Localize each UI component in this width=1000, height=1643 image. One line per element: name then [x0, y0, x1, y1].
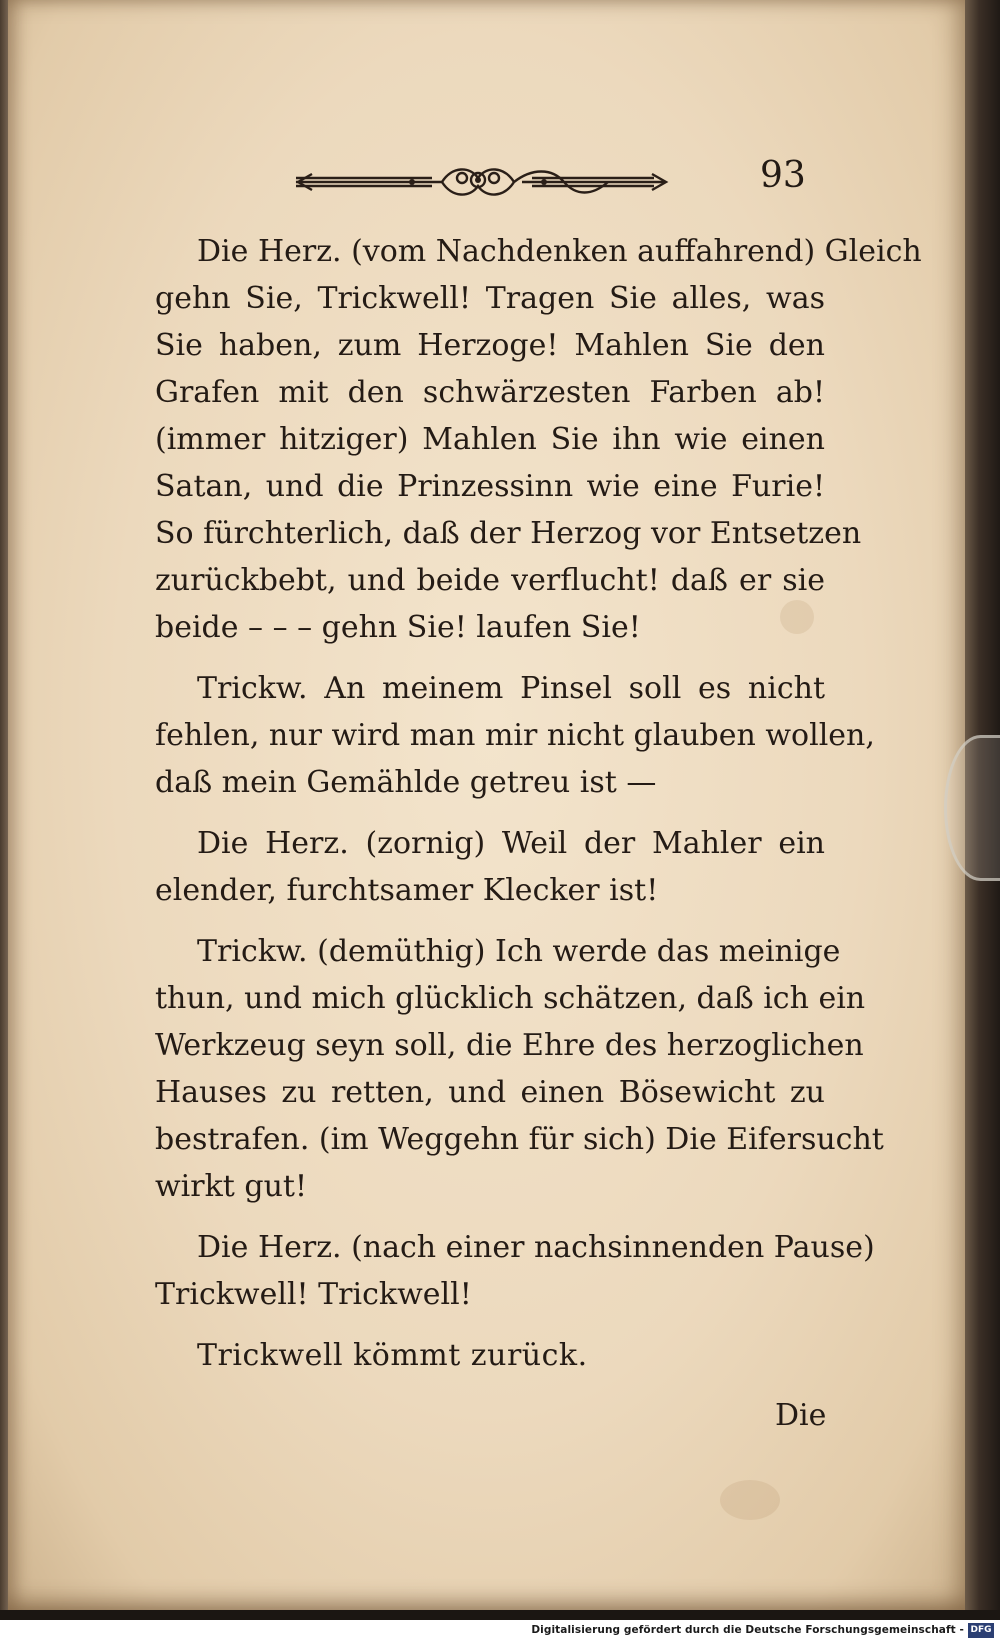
text-line: Trickw. An meinem Pinsel soll es nicht	[197, 671, 825, 706]
digitization-credit: Digitalisierung gefördert durch die Deutsche Forschungsgemeinschaft -	[531, 1624, 964, 1636]
text-line: Die Herz. (vom Nachdenken auffahrend) Gleich	[197, 234, 922, 269]
text-line: bestrafen. (im Weggehn für sich) Die Eifersucht	[155, 1122, 884, 1157]
text-line: thun, und mich glücklich schätzen, daß ich ein	[155, 981, 866, 1016]
page-number: 93	[760, 155, 806, 196]
text-line: Sie haben, zum Herzoge! Mahlen Sie den	[155, 328, 825, 363]
text-line: zurückbebt, und beide verflucht! daß er sie	[155, 563, 825, 598]
stage-direction: Trickwell kömmt zurück.	[197, 1338, 588, 1373]
text-line: beide – – – gehn Sie! laufen Sie!	[155, 610, 641, 645]
catchword: Die	[775, 1398, 827, 1433]
text-line: elender, furchtsamer Klecker ist!	[155, 873, 659, 908]
text-line: Trickw. (demüthig) Ich werde das meinige	[197, 934, 841, 969]
text-line: Die Herz. (nach einer nachsinnenden Pause)	[197, 1230, 875, 1265]
text-line: Die Herz. (zornig) Weil der Mahler ein	[197, 826, 825, 861]
text-line: Trickwell! Trickwell!	[155, 1277, 472, 1312]
scan-bottom-edge	[0, 1610, 1000, 1620]
text-line: Werkzeug seyn soll, die Ehre des herzoglichen	[155, 1028, 864, 1063]
text-line: Satan, und die Prinzessinn wie eine Furie!	[155, 469, 825, 504]
text-line: daß mein Gemählde getreu ist —	[155, 765, 657, 800]
body-text	[155, 228, 922, 1379]
text-line: Hauses zu retten, und einen Bösewicht zu	[155, 1075, 825, 1110]
text-line: fehlen, nur wird man mir nicht glauben wollen,	[155, 718, 875, 753]
text-line: So fürchterlich, daß der Herzog vor Entsetzen	[155, 516, 862, 551]
text-line: gehn Sie, Trickwell! Tragen Sie alles, was	[155, 281, 825, 316]
text-line: Grafen mit den schwärzesten Farben ab!	[155, 375, 825, 410]
text-line: wirkt gut!	[155, 1169, 308, 1204]
dfg-logo: DFG	[968, 1623, 994, 1638]
decorative-ornament-icon	[292, 158, 670, 204]
text-line: (immer hitziger) Mahlen Sie ihn wie einen	[155, 422, 825, 457]
paper-stain	[720, 1480, 780, 1520]
